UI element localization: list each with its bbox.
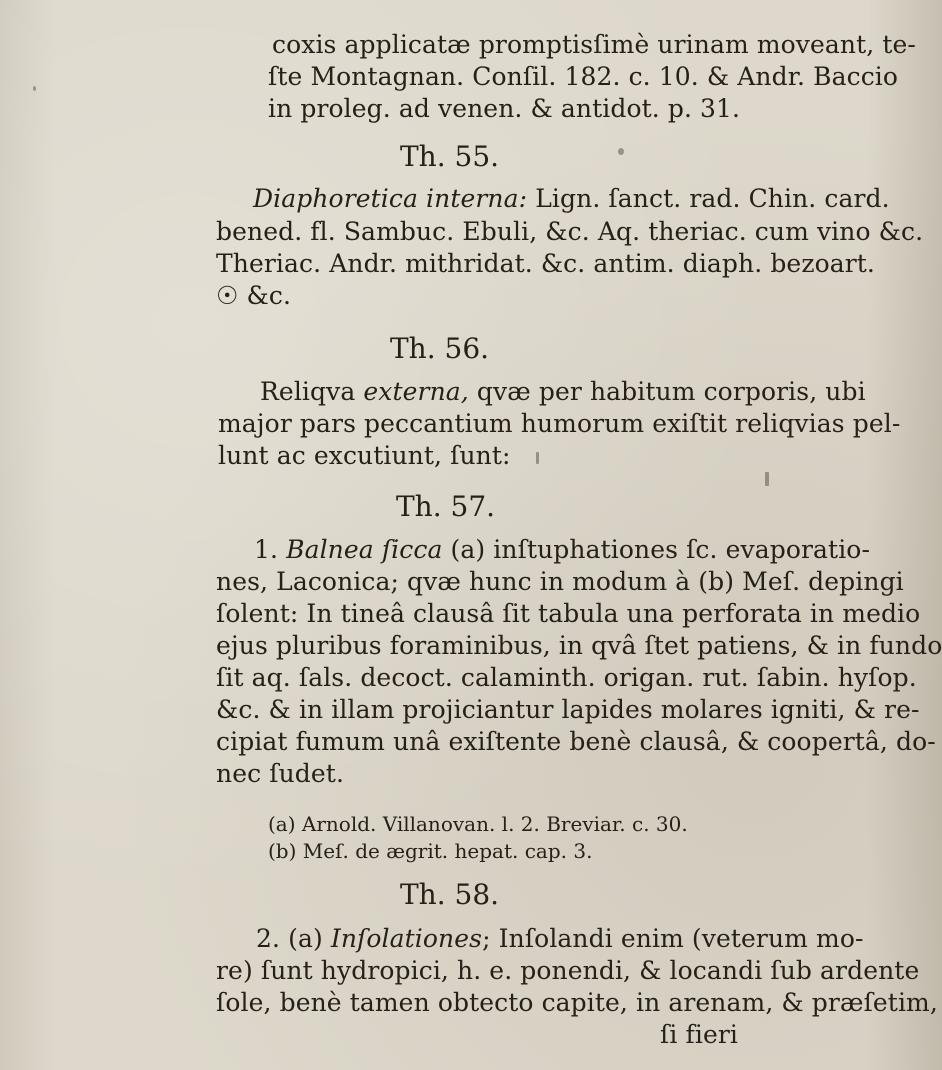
thesis-heading: Th. 55. <box>400 140 500 173</box>
text-line: ☉ &c. <box>216 281 292 310</box>
text-line: in proleg. ad venen. & antidot. p. 31. <box>268 94 741 123</box>
text-line: Theriac. Andr. mithridat. &c. antim. diaph. bezoart. <box>216 249 875 278</box>
catchword: ſi fieri <box>660 1020 738 1049</box>
text-span: 1. <box>254 535 287 564</box>
text-line <box>254 535 870 565</box>
italic-term: externa, <box>363 377 469 406</box>
italic-term: Inſolationes <box>330 924 483 953</box>
text-line: ſole, benè tamen obtecto capite, in arenam, & præſetim, <box>216 988 938 1017</box>
text-span: (a) <box>288 924 331 953</box>
italic-term: Balnea ſicca <box>286 535 443 564</box>
text-line: ſte Montagnan. Conſil. 182. c. 10. & Andr. Baccio <box>268 62 899 91</box>
text-line: cipiat fumum unâ exiſtente benè clausâ, & coopertâ, do- <box>216 727 936 756</box>
text-line: nes, Laconica; qvæ hunc in modum à (b) Meſ. depingi <box>216 567 904 596</box>
text-line: nec ſudet. <box>216 759 344 788</box>
text-line <box>260 377 866 407</box>
text-line: lunt ac excutiunt, ſunt: <box>218 441 511 470</box>
text-span: (a) inſtuphationes ſc. evaporatio- <box>442 535 870 564</box>
paper-speck <box>618 148 624 155</box>
thesis-heading: Th. 58. <box>400 878 500 911</box>
text-line: coxis applicatæ promptisſimè urinam moveant, te- <box>272 30 916 59</box>
paper-speck <box>33 86 36 91</box>
text-line: ejus pluribus foraminibus, in qvâ ſtet patiens, & in fundo <box>216 631 942 660</box>
text-span: Reliqva <box>260 377 364 406</box>
text-line <box>253 184 890 214</box>
footnote: (a) Arnold. Villanovan. l. 2. Breviar. c. 30. <box>268 812 688 836</box>
text-span: Lign. ſanct. rad. Chin. card. <box>527 184 890 213</box>
text-span: qvæ per habitum corporis, ubi <box>468 377 866 406</box>
thesis-heading: Th. 56. <box>390 332 490 365</box>
thesis-heading: Th. 57. <box>396 490 496 523</box>
paper-speck <box>536 452 539 464</box>
paper-speck <box>765 472 769 486</box>
text-line: ſolent: In tineâ clausâ ſit tabula una perforata in medio <box>216 599 921 628</box>
text-line: bened. fl. Sambuc. Ebuli, &c. Aq. theriac. cum vino &c. <box>216 217 924 246</box>
italic-term: Diaphoretica interna: <box>253 184 528 213</box>
text-line: re) ſunt hydropici, h. e. ponendi, & locandi ſub ardente <box>216 956 920 985</box>
text-line: ſit aq. ſals. decoct. calaminth. origan. rut. ſabin. hyſop. <box>216 663 917 692</box>
text-line <box>256 924 864 954</box>
text-span: ; Inſolandi enim (veterum mo- <box>482 924 864 953</box>
text-span: 2. <box>256 924 289 953</box>
text-line: major pars peccantium humorum exiſtit reliqvias pel- <box>218 409 901 438</box>
footnote: (b) Meſ. de ægrit. hepat. cap. 3. <box>268 839 593 863</box>
text-line: &c. & in illam projiciantur lapides molares igniti, & re- <box>216 695 920 724</box>
